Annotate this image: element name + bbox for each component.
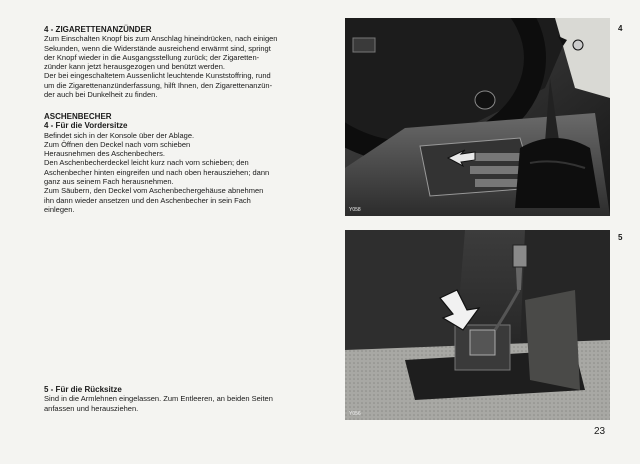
text-line: Aschenbecher hinten eingreifen und nach oben herausziehen; dann — [44, 167, 270, 177]
section-heading: ASCHENBECHER — [44, 112, 112, 121]
text-line: Zum Öffnen den Deckel nach vorn schieben — [44, 139, 191, 149]
paragraph — [44, 394, 306, 413]
paragraph — [44, 131, 306, 215]
text-line: um die Zigarettenanzünderfassung, hilft Ihnen, den Zigarettenanzün- — [44, 80, 273, 90]
text-line: der Knopf wieder in die Ausgangsstellung zurück; der Zigaretten- — [44, 52, 260, 62]
figure-code: Y058 — [349, 207, 361, 213]
text-line: ganz aus seinem Fach herausnehmen. — [44, 177, 174, 187]
front-console-illustration — [345, 18, 610, 216]
text-line: Herausnehmen des Aschenbechers. — [44, 149, 165, 159]
text-line: Den Aschenbecherdeckel leicht kurz nach vorn schieben; den — [44, 158, 249, 168]
paragraph — [44, 34, 306, 99]
text-line: Zum Säubern, den Deckel vom Aschenbechergehäuse abnehmen — [44, 186, 264, 196]
section-subheading: 5 - Für die Rücksitze — [44, 385, 122, 394]
section-heading: 4 - ZIGARETTENANZÜNDER — [44, 25, 152, 34]
text-line: der auch bei Dunkelheit zu finden. — [44, 90, 158, 100]
text-line: Zum Einschalten Knopf bis zum Anschlag hineindrücken, nach einigen — [44, 34, 278, 44]
text-line: ihn dann wieder ansetzen und den Aschenbecher in sein Fach — [44, 195, 251, 205]
photo-rear-ashtray — [345, 230, 610, 420]
section-rear-seats — [44, 385, 306, 413]
figure-number: 4 — [618, 24, 623, 33]
text-line: einlegen. — [44, 204, 75, 214]
text-line: anfassen und herausziehen. — [44, 403, 139, 413]
text-line: zünder kann jetzt herausgezogen und benützt werden. — [44, 62, 225, 72]
figure-code: Y056 — [349, 411, 361, 417]
page-number: 23 — [594, 426, 606, 437]
section-subheading: 4 - Für die Vordersitze — [44, 121, 128, 131]
text-line: Befindet sich in der Konsole über der Ablage. — [44, 130, 195, 140]
section-cigarette-lighter — [44, 25, 306, 99]
photo-front-ashtray — [345, 18, 610, 216]
text-line: Sind in die Armlehnen eingelassen. Zum Entleeren, an beiden Seiten — [44, 394, 273, 404]
figure-number: 5 — [618, 233, 623, 242]
rear-armrest-illustration — [345, 230, 610, 420]
text-line: Der bei eingeschaltetem Aussenlicht leuchtende Kunststoffring, rund — [44, 71, 271, 81]
text-line: Sekunden, wenn die Widerstände ausreichend erwärmt sind, springt — [44, 43, 271, 53]
section-ashtray — [44, 112, 306, 214]
